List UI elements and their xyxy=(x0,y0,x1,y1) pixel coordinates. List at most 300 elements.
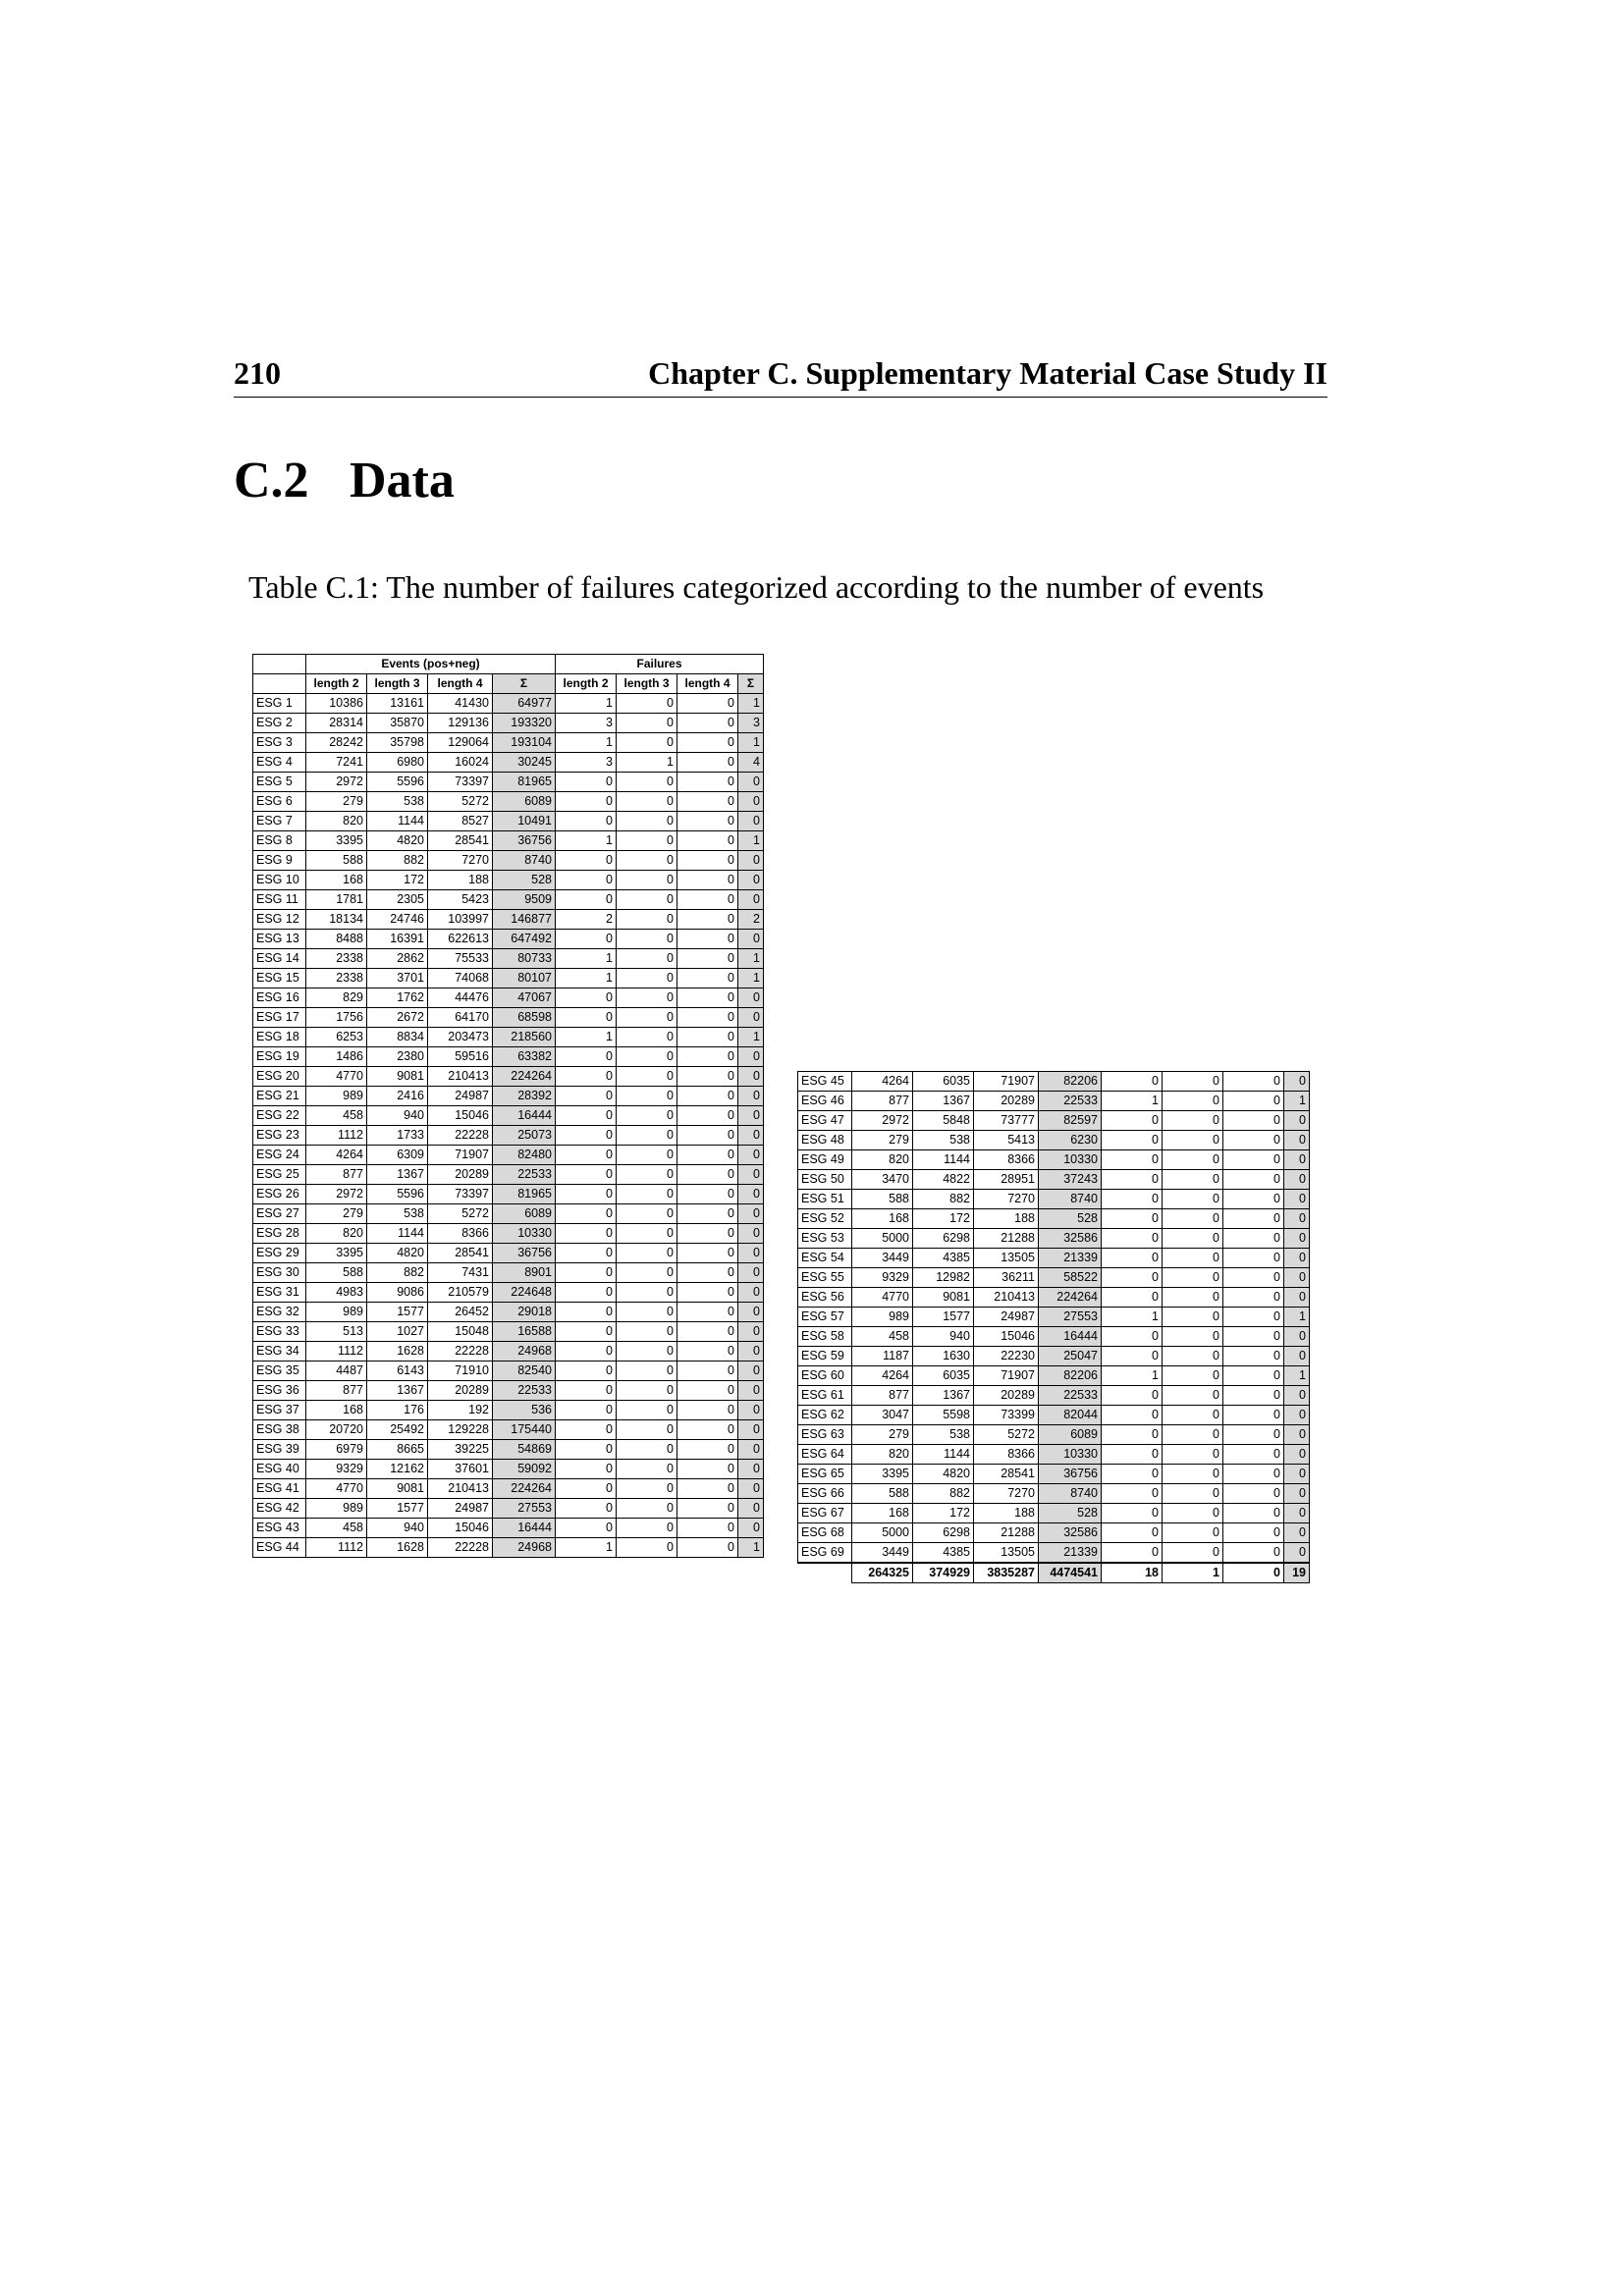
table-row xyxy=(253,1224,764,1244)
row-label: ESG 68 xyxy=(798,1523,852,1543)
table-cell: 0 xyxy=(556,1283,617,1303)
table-cell: 16024 xyxy=(428,753,493,773)
table-cell: 1756 xyxy=(306,1008,367,1028)
table-cell: 3 xyxy=(556,714,617,733)
table-cell: 0 xyxy=(677,1440,738,1460)
table-cell: 820 xyxy=(306,1224,367,1244)
table-row xyxy=(253,773,764,792)
table-cell: 0 xyxy=(1284,1406,1310,1425)
table-cell: 0 xyxy=(677,1146,738,1165)
table-cell: 210413 xyxy=(428,1067,493,1087)
table-cell: 0 xyxy=(617,1538,677,1558)
table-cell: 0 xyxy=(556,1519,617,1538)
column-header: Σ xyxy=(738,674,764,694)
table-cell: 10491 xyxy=(493,812,556,831)
table-cell: 0 xyxy=(677,1479,738,1499)
table-cell: 3395 xyxy=(306,1244,367,1263)
row-label: ESG 30 xyxy=(253,1263,306,1283)
table-cell: 81965 xyxy=(493,773,556,792)
table-cell: 6035 xyxy=(913,1366,974,1386)
table-cell: 7431 xyxy=(428,1263,493,1283)
table-cell: 0 xyxy=(1223,1543,1284,1564)
table-cell: 0 xyxy=(677,1519,738,1538)
table-cell: 0 xyxy=(1223,1209,1284,1229)
table-row xyxy=(253,694,764,714)
table-cell: 0 xyxy=(738,1067,764,1087)
table-cell: 622613 xyxy=(428,930,493,949)
table-cell: 940 xyxy=(913,1327,974,1347)
table-cell: 73399 xyxy=(974,1406,1039,1425)
table-cell: 8488 xyxy=(306,930,367,949)
row-label: ESG 47 xyxy=(798,1111,852,1131)
table-cell: 193320 xyxy=(493,714,556,733)
table-cell: 877 xyxy=(306,1165,367,1185)
table-cell: 26452 xyxy=(428,1303,493,1322)
table-cell: 0 xyxy=(677,1028,738,1047)
table-cell: 0 xyxy=(677,792,738,812)
table-cell: 4770 xyxy=(306,1479,367,1499)
table-cell: 513 xyxy=(306,1322,367,1342)
table-row xyxy=(253,1303,764,1322)
table-cell: 0 xyxy=(556,1008,617,1028)
table-cell: 24746 xyxy=(367,910,428,930)
table-row xyxy=(798,1190,1310,1209)
table-cell: 0 xyxy=(617,1028,677,1047)
table-cell: 1577 xyxy=(367,1499,428,1519)
table-cell: 588 xyxy=(852,1190,913,1209)
table-cell: 172 xyxy=(913,1504,974,1523)
table-cell: 82480 xyxy=(493,1146,556,1165)
table-cell: 0 xyxy=(617,694,677,714)
row-label: ESG 12 xyxy=(253,910,306,930)
column-header: length 4 xyxy=(428,674,493,694)
table-cell: 0 xyxy=(1102,1190,1163,1209)
table-row xyxy=(798,1484,1310,1504)
table-cell: 0 xyxy=(677,1126,738,1146)
row-label: ESG 37 xyxy=(253,1401,306,1420)
table-row xyxy=(253,1146,764,1165)
table-cell: 2972 xyxy=(852,1111,913,1131)
table-cell: 25047 xyxy=(1039,1347,1102,1366)
table-cell: 0 xyxy=(617,812,677,831)
row-label: ESG 17 xyxy=(253,1008,306,1028)
table-row xyxy=(253,1519,764,1538)
table-cell: 0 xyxy=(1223,1327,1284,1347)
table-row xyxy=(253,1008,764,1028)
table-cell: 0 xyxy=(738,851,764,871)
table-cell: 10330 xyxy=(1039,1150,1102,1170)
table-cell: 0 xyxy=(1163,1190,1223,1209)
table-cell: 0 xyxy=(1102,1327,1163,1347)
table-cell: 0 xyxy=(617,1008,677,1028)
row-label: ESG 3 xyxy=(253,733,306,753)
table-cell: 63382 xyxy=(493,1047,556,1067)
table-cell: 28951 xyxy=(974,1170,1039,1190)
table-cell: 3 xyxy=(556,753,617,773)
table-cell: 22228 xyxy=(428,1538,493,1558)
table-cell: 218560 xyxy=(493,1028,556,1047)
table-row xyxy=(798,1425,1310,1445)
table-cell: 0 xyxy=(556,1087,617,1106)
table-cell: 0 xyxy=(556,792,617,812)
table-cell: 882 xyxy=(367,851,428,871)
table-cell: 0 xyxy=(556,1420,617,1440)
table-cell: 0 xyxy=(738,1440,764,1460)
table-cell: 0 xyxy=(1102,1386,1163,1406)
table-cell: 0 xyxy=(617,1047,677,1067)
table-cell: 0 xyxy=(1223,1111,1284,1131)
table-cell: 188 xyxy=(974,1209,1039,1229)
table-cell: 0 xyxy=(677,1499,738,1519)
table-cell: 1 xyxy=(556,1028,617,1047)
table-cell: 820 xyxy=(306,812,367,831)
table-cell: 0 xyxy=(1284,1347,1310,1366)
row-label: ESG 44 xyxy=(253,1538,306,1558)
table-cell: 6230 xyxy=(1039,1131,1102,1150)
table-cell: 73777 xyxy=(974,1111,1039,1131)
row-label: ESG 46 xyxy=(798,1092,852,1111)
table-cell: 4822 xyxy=(913,1170,974,1190)
table-cell: 5848 xyxy=(913,1111,974,1131)
table-cell: 0 xyxy=(1163,1347,1223,1366)
row-label: ESG 50 xyxy=(798,1170,852,1190)
table-cell: 0 xyxy=(556,871,617,890)
table-cell: 0 xyxy=(738,930,764,949)
table-cell: 0 xyxy=(1284,1523,1310,1543)
table-cell: 458 xyxy=(306,1106,367,1126)
table-cell: 20720 xyxy=(306,1420,367,1440)
table-cell: 0 xyxy=(1163,1308,1223,1327)
table-cell: 82206 xyxy=(1039,1366,1102,1386)
table-row xyxy=(798,1366,1310,1386)
table-cell: 0 xyxy=(556,1362,617,1381)
table-cell: 0 xyxy=(1223,1406,1284,1425)
table-cell: 192 xyxy=(428,1401,493,1420)
row-label: ESG 55 xyxy=(798,1268,852,1288)
table-cell: 0 xyxy=(677,1008,738,1028)
table-cell: 71907 xyxy=(974,1366,1039,1386)
table-cell: 1 xyxy=(556,733,617,753)
table-cell: 3449 xyxy=(852,1249,913,1268)
table-cell: 21339 xyxy=(1039,1543,1102,1564)
table-cell: 22533 xyxy=(1039,1386,1102,1406)
table-cell: 0 xyxy=(556,1067,617,1087)
table-cell: 0 xyxy=(677,1067,738,1087)
row-label: ESG 69 xyxy=(798,1543,852,1564)
table-row xyxy=(253,1322,764,1342)
table-cell: 0 xyxy=(1163,1327,1223,1347)
table-cell: 7270 xyxy=(974,1190,1039,1209)
table-row xyxy=(253,871,764,890)
table-cell: 0 xyxy=(617,988,677,1008)
table-cell: 0 xyxy=(617,1303,677,1322)
table-cell: 30245 xyxy=(493,753,556,773)
table-cell: 538 xyxy=(913,1131,974,1150)
table-cell: 75533 xyxy=(428,949,493,969)
table-cell: 1 xyxy=(738,1028,764,1047)
table-cell: 0 xyxy=(1102,1523,1163,1543)
table-cell: 129228 xyxy=(428,1420,493,1440)
table-cell: 0 xyxy=(617,1263,677,1283)
table-row xyxy=(253,1263,764,1283)
table-cell: 0 xyxy=(556,1106,617,1126)
table-cell: 6298 xyxy=(913,1523,974,1543)
table-cell: 1 xyxy=(556,831,617,851)
row-label: ESG 5 xyxy=(253,773,306,792)
table-row xyxy=(253,1087,764,1106)
table-cell: 528 xyxy=(1039,1504,1102,1523)
failures-group-header: Failures xyxy=(556,655,764,674)
table-cell: 188 xyxy=(974,1504,1039,1523)
table-cell: 0 xyxy=(1102,1504,1163,1523)
table-cell: 9509 xyxy=(493,890,556,910)
table-cell: 0 xyxy=(677,1204,738,1224)
table-cell: 4264 xyxy=(852,1366,913,1386)
table-cell: 210579 xyxy=(428,1283,493,1303)
table-row xyxy=(253,1283,764,1303)
row-label: ESG 41 xyxy=(253,1479,306,1499)
table-cell: 0 xyxy=(738,812,764,831)
row-label: ESG 67 xyxy=(798,1504,852,1523)
table-cell: 39225 xyxy=(428,1440,493,1460)
table-cell: 458 xyxy=(306,1519,367,1538)
row-label: ESG 60 xyxy=(798,1366,852,1386)
row-label: ESG 53 xyxy=(798,1229,852,1249)
table-cell: 175440 xyxy=(493,1420,556,1440)
table-cell: 5423 xyxy=(428,890,493,910)
table-cell: 0 xyxy=(556,812,617,831)
table-cell: 0 xyxy=(556,1263,617,1283)
table-row xyxy=(798,1092,1310,1111)
table-cell: 0 xyxy=(1223,1504,1284,1523)
table-cell: 0 xyxy=(1284,1111,1310,1131)
table-row xyxy=(253,1420,764,1440)
row-label: ESG 32 xyxy=(253,1303,306,1322)
table-cell: 0 xyxy=(556,930,617,949)
table-cell: 2338 xyxy=(306,949,367,969)
table-cell: 0 xyxy=(1284,1465,1310,1484)
table-cell: 0 xyxy=(677,969,738,988)
table-cell: 1 xyxy=(556,1538,617,1558)
table-cell: 0 xyxy=(556,1460,617,1479)
totals-label xyxy=(798,1563,852,1583)
table-cell: 0 xyxy=(677,1342,738,1362)
table-cell: 0 xyxy=(617,1499,677,1519)
table-cell: 0 xyxy=(1284,1386,1310,1406)
table-cell: 1 xyxy=(1102,1366,1163,1386)
table-row xyxy=(253,1499,764,1519)
table-cell: 0 xyxy=(677,1283,738,1303)
row-label: ESG 34 xyxy=(253,1342,306,1362)
table-cell: 0 xyxy=(1284,1484,1310,1504)
table-cell: 0 xyxy=(677,1460,738,1479)
total-cell: 3835287 xyxy=(974,1563,1039,1583)
table-row xyxy=(798,1308,1310,1327)
table-cell: 81965 xyxy=(493,1185,556,1204)
table-cell: 2972 xyxy=(306,1185,367,1204)
table-cell: 4385 xyxy=(913,1543,974,1564)
table-cell: 0 xyxy=(1284,1425,1310,1445)
table-cell: 82044 xyxy=(1039,1406,1102,1425)
table-cell: 0 xyxy=(677,1106,738,1126)
table-cell: 0 xyxy=(617,714,677,733)
total-cell: 1 xyxy=(1163,1563,1223,1583)
table-cell: 0 xyxy=(738,1283,764,1303)
row-label: ESG 10 xyxy=(253,871,306,890)
table-cell: 4385 xyxy=(913,1249,974,1268)
table-cell: 16588 xyxy=(493,1322,556,1342)
table-cell: 5413 xyxy=(974,1131,1039,1150)
row-label: ESG 2 xyxy=(253,714,306,733)
table-cell: 0 xyxy=(556,1440,617,1460)
table-cell: 0 xyxy=(1223,1308,1284,1327)
table-cell: 3395 xyxy=(852,1465,913,1484)
table-cell: 9081 xyxy=(367,1479,428,1499)
table-cell: 41430 xyxy=(428,694,493,714)
row-label: ESG 66 xyxy=(798,1484,852,1504)
table-row xyxy=(253,831,764,851)
table-cell: 1144 xyxy=(913,1150,974,1170)
table-cell: 16444 xyxy=(1039,1327,1102,1347)
table-cell: 4983 xyxy=(306,1283,367,1303)
table-row xyxy=(798,1111,1310,1131)
running-header xyxy=(234,351,1327,398)
table-cell: 538 xyxy=(367,1204,428,1224)
table-cell: 168 xyxy=(852,1504,913,1523)
row-label: ESG 9 xyxy=(253,851,306,871)
table-cell: 129136 xyxy=(428,714,493,733)
table-cell: 0 xyxy=(738,1165,764,1185)
table-cell: 4770 xyxy=(306,1067,367,1087)
table-row xyxy=(253,930,764,949)
table-cell: 8527 xyxy=(428,812,493,831)
table-caption: Table C.1: The number of failures categorized according to the number of events xyxy=(248,569,1265,605)
table-cell: 0 xyxy=(1102,1543,1163,1564)
table-cell: 0 xyxy=(1163,1484,1223,1504)
table-row xyxy=(253,949,764,969)
table-cell: 0 xyxy=(677,930,738,949)
table-cell: 0 xyxy=(738,792,764,812)
row-label: ESG 19 xyxy=(253,1047,306,1067)
table-cell: 64977 xyxy=(493,694,556,714)
table-cell: 20289 xyxy=(974,1386,1039,1406)
table-cell: 82597 xyxy=(1039,1111,1102,1131)
table-cell: 0 xyxy=(738,1204,764,1224)
table-cell: 27553 xyxy=(1039,1308,1102,1327)
table-cell: 15046 xyxy=(428,1519,493,1538)
table-cell: 54869 xyxy=(493,1440,556,1460)
table-cell: 0 xyxy=(1163,1406,1223,1425)
table-cell: 0 xyxy=(677,1381,738,1401)
table-cell: 877 xyxy=(852,1092,913,1111)
row-label: ESG 14 xyxy=(253,949,306,969)
table-row xyxy=(253,1460,764,1479)
table-cell: 59092 xyxy=(493,1460,556,1479)
table-cell: 58522 xyxy=(1039,1268,1102,1288)
row-label: ESG 61 xyxy=(798,1386,852,1406)
table-cell: 1 xyxy=(1284,1366,1310,1386)
table-cell: 0 xyxy=(1102,1249,1163,1268)
table-cell: 8740 xyxy=(1039,1190,1102,1209)
table-cell: 0 xyxy=(677,1087,738,1106)
table-row xyxy=(253,733,764,753)
table-cell: 1 xyxy=(738,949,764,969)
table-row xyxy=(253,1381,764,1401)
section-title: Data xyxy=(350,453,455,508)
row-label: ESG 36 xyxy=(253,1381,306,1401)
table-cell: 6143 xyxy=(367,1362,428,1381)
row-label: ESG 59 xyxy=(798,1347,852,1366)
table-cell: 176 xyxy=(367,1401,428,1420)
row-label: ESG 42 xyxy=(253,1499,306,1519)
table-cell: 0 xyxy=(677,1538,738,1558)
table-cell: 16444 xyxy=(493,1106,556,1126)
table-cell: 0 xyxy=(738,1342,764,1362)
table-cell: 0 xyxy=(1163,1465,1223,1484)
total-cell: 264325 xyxy=(852,1563,913,1583)
table-cell: 0 xyxy=(617,969,677,988)
table-cell: 36756 xyxy=(493,831,556,851)
table-cell: 5272 xyxy=(428,1204,493,1224)
table-cell: 0 xyxy=(1163,1092,1223,1111)
table-cell: 0 xyxy=(1223,1366,1284,1386)
table-cell: 820 xyxy=(852,1150,913,1170)
table-cell: 80107 xyxy=(493,969,556,988)
table-cell: 0 xyxy=(617,1342,677,1362)
table-cell: 6979 xyxy=(306,1440,367,1460)
table-cell: 3449 xyxy=(852,1543,913,1564)
table-cell: 22228 xyxy=(428,1126,493,1146)
table-cell: 1 xyxy=(556,969,617,988)
table-cell: 20289 xyxy=(428,1165,493,1185)
table-cell: 13161 xyxy=(367,694,428,714)
table-cell: 1762 xyxy=(367,988,428,1008)
column-header: length 2 xyxy=(306,674,367,694)
table-cell: 528 xyxy=(493,871,556,890)
table-row xyxy=(798,1131,1310,1150)
row-label: ESG 8 xyxy=(253,831,306,851)
table-cell: 0 xyxy=(1102,1268,1163,1288)
row-label: ESG 22 xyxy=(253,1106,306,1126)
table-cell: 588 xyxy=(852,1484,913,1504)
table-cell: 129064 xyxy=(428,733,493,753)
table-row xyxy=(253,753,764,773)
table-cell: 82540 xyxy=(493,1362,556,1381)
table-cell: 1 xyxy=(738,733,764,753)
table-cell: 0 xyxy=(677,1185,738,1204)
row-label: ESG 56 xyxy=(798,1288,852,1308)
table-cell: 64170 xyxy=(428,1008,493,1028)
table-cell: 1781 xyxy=(306,890,367,910)
table-cell: 0 xyxy=(738,1499,764,1519)
row-label: ESG 16 xyxy=(253,988,306,1008)
table-cell: 279 xyxy=(306,792,367,812)
table-cell: 0 xyxy=(1284,1229,1310,1249)
row-label: ESG 26 xyxy=(253,1185,306,1204)
table-cell: 0 xyxy=(677,949,738,969)
table-row xyxy=(798,1209,1310,1229)
table-cell: 0 xyxy=(677,1420,738,1440)
row-label: ESG 6 xyxy=(253,792,306,812)
table-cell: 16444 xyxy=(493,1519,556,1538)
table-cell: 0 xyxy=(617,1244,677,1263)
table-cell: 0 xyxy=(556,1322,617,1342)
table-cell: 2972 xyxy=(306,773,367,792)
table-cell: 36211 xyxy=(974,1268,1039,1288)
table-cell: 20289 xyxy=(974,1092,1039,1111)
table-cell: 6089 xyxy=(493,1204,556,1224)
table-cell: 15046 xyxy=(974,1327,1039,1347)
